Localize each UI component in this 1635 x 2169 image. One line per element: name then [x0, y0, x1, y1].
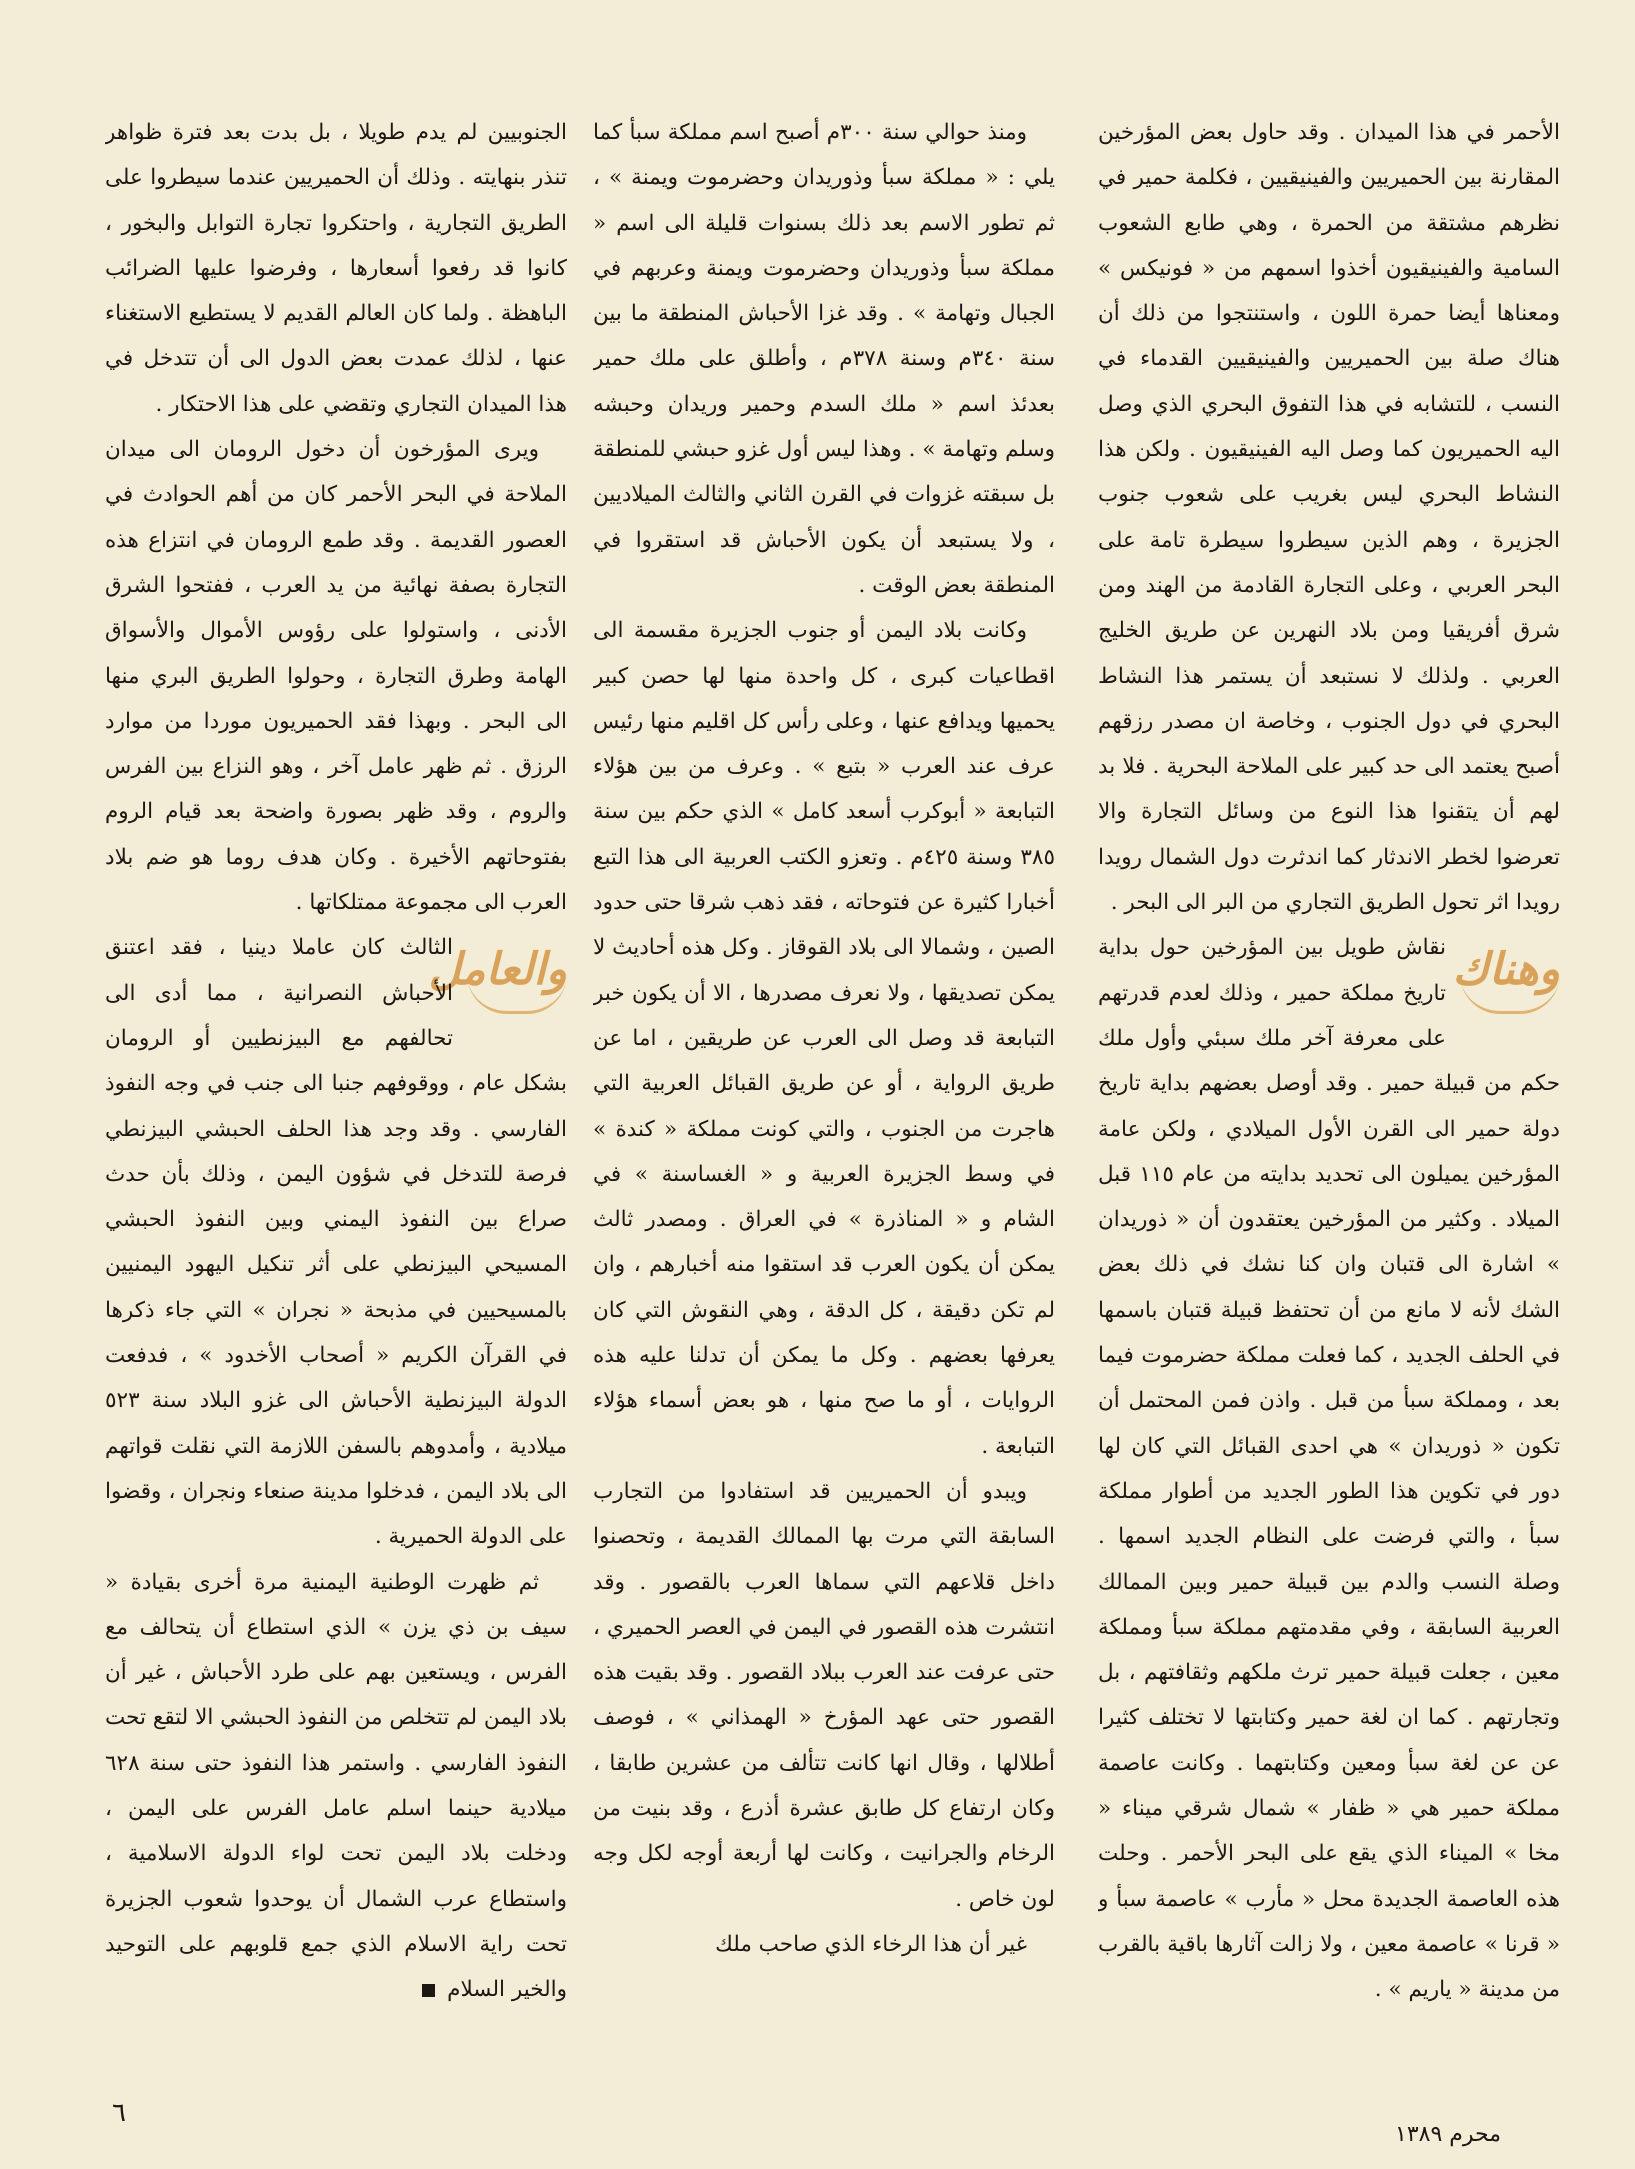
decorative-initial-word: والعامل	[467, 929, 567, 1014]
paragraph	[105, 1560, 567, 2013]
page-number: ٦	[112, 2098, 126, 2128]
paragraph	[105, 925, 567, 1559]
column-left	[105, 110, 567, 2070]
paragraph-text: ثم ظهرت الوطنية اليمنية مرة أخرى بقيادة « سيف بن ذي يزن » الذي استطاع أن يتحالف مع الفرس ، ويستعين بهم على طرد الأحباش ، غير أن بلاد اليمن لم تتخلص من النفوذ الحبشي الا لتقع تحت النفوذ الفارسي . واستمر هذا النفوذ حتى سنة ٦٢٨ ميلادية حينما اسلم عامل الفرس على اليمن ، ودخلت بلاد اليمن تحت لواء الدولة الاسلامية ، واستطاع عرب الشمال أن يوحدوا شعوب الجزيرة تحت راية الاسلام الذي جمع قلوبهم على التوحيد والخير السلام	[105, 1569, 567, 2003]
paragraph: وكانت بلاد اليمن أو جنوب الجزيرة مقسمة الى اقطاعيات كبرى ، كل واحدة منها لها حصن كبير يحميها ويدافع عنها ، وعلى رأس كل اقليم منها رئيس عرف عند العرب « بتبع » . وعرف من بين هؤلاء التبابعة « أبوكرب أسعد كامل » الذي حكم بين سنة ٣٨٥ وسنة ٤٢٥م . وتعزو الكتب العربية الى هذا التبع أخبارا كثيرة عن فتوحاته ، فقد ذهب شرقا حتى حدود الصين ، وشمالا الى بلاد القوقاز . وكل هذه أحاديث لا يمكن تصديقها ، ولا نعرف مصدرها ، الا أن يكون خبر التبابعة قد وصل الى العرب عن طريقين ، اما عن طريق الرواية ، أو عن طريق القبائل العربية التي هاجرت من الجنوب ، والتي كونت مملكة « كندة » في وسط الجزيرة العربية و « الغساسنة » في الشام و « المناذرة » في العراق . ومصدر ثالث يمكن أن يكون العرب قد استقوا منه أخبارهم ، وان لم تكن دقيقة ، كل الدقة ، وهي النقوش التي كان يعرفها بعضهم . وكل ما يمكن أن تدلنا عليه هذه الروايات ، أو ما صح منها ، هو بعض أسماء هؤلاء التبابعة .	[593, 618, 1055, 1459]
column-right	[1098, 110, 1560, 2070]
paragraph: غير أن هذا الرخاء الذي صاحب ملك	[715, 1931, 1027, 1957]
paragraph: ومنذ حوالي سنة ٣٠٠م أصبح اسم مملكة سبأ كما يلي : « مملكة سبأ وذوريدان وحضرموت ويمنة » ، ثم تطور الاسم بعد ذلك بسنوات قليلة الى اسم « مملكة سبأ وذوريدان وحضرموت ويمنة وعربهم في الجبال وتهامة » . وقد غزا الأحباش المنطقة ما بين سنة ٣٤٠م وسنة ٣٧٨م ، وأطلق على ملك حمير بعدئذ اسم « ملك السدم وحمير وريدان وحبشه وسلم وتهامة » . وهذا ليس أول غزو حبشي للمنطقة بل سبقته غزوات في القرن الثاني والثالث الميلاديين ، ولا يستبعد أن يكون الأحباش قد استقروا في المنطقة بعض الوقت .	[593, 120, 1055, 598]
paragraph-text: نقاش طويل بين المؤرخين حول بداية تاريخ مملكة حمير ، وذلك لعدم قدرتهم على معرفة آخر ملك سبئي وأول ملك حكم من قبيلة حمير . وقد أوصل بعضهم بداية تاريخ دولة حمير الى القرن الأول الميلادي ، ولكن عامة المؤرخين يميلون الى تحديد بدايته من عام ١١٥ قبل الميلاد . وكثير من المؤرخين يعتقدون أن « ذوريدان » اشارة الى قتبان وان كنا نشك في ذلك بعض الشك لأنه لا مانع من أن تحتفظ قبيلة قتبان باسمها في الحلف الجديد ، كما فعلت مملكة حضرموت فيما بعد ، ومملكة سبأ من قبل . واذن فمن المحتمل أن تكون « ذوريدان » هي احدى القبائل التي كان لها دور في تكوين هذا الطور الجديد من أطوار مملكة سبأ ، والتي فرضت على النظام الجديد اسمها . وصلة النسب والدم بين قبيلة حمير وبين الممالك العربية السابقة ، وفي مقدمتهم مملكة سبأ ومملكة معين ، جعلت قبيلة حمير ترث ملكهم وثقافتهم ، بل وتجارتهم . كما ان لغة حمير وكتابتها لا تختلف كثيرا عن عن لغة سبأ ومعين وكتابتهما . وكانت عاصمة مملكة حمير هي « ظفار » شمال شرقي ميناء « مخا » الميناء الذي يقع على البحر الأحمر . وحلت هذه العاصمة الجديدة محل « مأرب » عاصمة سبأ و « قرنا » عاصمة معين ، ولا زالت آثارها باقية بالقرب من مدينة « ياريم » .	[1098, 935, 1560, 2003]
paragraph	[1098, 925, 1560, 2012]
column-middle	[593, 110, 1055, 2070]
paragraph: الجنوبيين لم يدم طويلا ، بل بدت بعد فترة ظواهر تنذر بنهايته . وذلك أن الحميريين عندما سيطروا على الطريق التجارية ، واحتكروا تجارة التوابل والبخور ، كانوا قد رفعوا أسعارها ، وفرضوا عليها الضرائب الباهظة . ولما كان العالم القديم لا يستطيع الاستغناء عنها ، لذلك عمدت بعض الدول الى أن تتدخل في هذا الميدان التجاري وتقضي على هذا الاحتكار .	[105, 120, 567, 417]
decorative-initial-word: وهناك	[1460, 929, 1560, 1014]
paragraph: ويرى المؤرخون أن دخول الرومان الى ميدان الملاحة في البحر الأحمر كان من أهم الحوادث في العصور القديمة . وقد طمع الرومان في انتزاع هذه التجارة بصفة نهائية من يد العرب ، ففتحوا الشرق الأدنى ، واستولوا على رؤوس الأموال والأسواق الهامة وطرق التجارة ، وحولوا الطريق البري منها الى البحر . وبهذا فقد الحميريون موردا من موارد الرزق . ثم ظهر عامل آخر ، وهو النزاع بين الفرس والروم ، وقد ظهر بصورة واضحة بعد قيام الروم بفتوحاتهم الأخيرة . وكان هدف روما هو ضم بلاد العرب الى مجموعة ممتلكاتها .	[105, 437, 567, 916]
issue-date: محرم ١٣٨٩	[1395, 2122, 1502, 2147]
paragraph-text: الثالث كان عاملا دينيا ، فقد اعتنق الأحباش النصرانية ، مما أدى الى تحالفهم مع البيزنطيين أو الرومان بشكل عام ، ووقوفهم جنبا الى جنب في وجه النفوذ الفارسي . وقد وجد هذا الحلف الحبشي البيزنطي فرصة للتدخل في شؤون اليمن ، وذلك بأن حدث صراع بين النفوذ اليمني وبين النفوذ الحبشي المسيحي البيزنطي على أثر تنكيل اليهود اليمنيين بالمسيحيين في مذبحة « نجران » التي جاء ذكرها في القرآن الكريم « أصحاب الأخدود » ، فدفعت الدولة البيزنطية الأحباش الى غزو البلاد سنة ٥٢٣ ميلادية ، وأمدوهم بالسفن اللازمة التي نقلت قواتهم الى بلاد اليمن ، فدخلوا مدينة صنعاء ونجران ، وقضوا على الدولة الحميرية .	[105, 935, 567, 1550]
paragraph: ويبدو أن الحميريين قد استفادوا من التجارب السابقة التي مرت بها الممالك القديمة ، وتحصنوا داخل قلاعهم التي سماها العرب بالقصور . وقد انتشرت هذه القصور في اليمن في العصر الحميري ، حتى عرفت عند العرب ببلاد القصور . وقد بقيت هذه القصور حتى عهد المؤرخ « الهمذاني » ، فوصف أطلالها ، وقال انها كانت تتألف من عشرين طابقا ، وكان ارتفاع كل طابق عشرة أذرع ، وقد بنيت من الرخام والجرانيت ، وكانت لها أربعة أوجه لكل وجه لون خاص .	[593, 1478, 1055, 1912]
paragraph: الأحمر في هذا الميدان . وقد حاول بعض المؤرخين المقارنة بين الحميريين والفينيقيين ، فكلمة حمير في نظرهم مشتقة من الحمرة ، وهي طابع الشعوب السامية والفينيقيون أخذوا اسمهم من « فونيكس » ومعناها أيضا حمرة اللون ، واستنتجوا من ذلك أن هناك صلة بين الحميريين والفينيقيين القدماء في النسب ، للتشابه في هذا التفوق البحري الذي وصل اليه الحميريون كما وصل اليه الفينيقيون . ولكن هذا النشاط البحري ليس بغريب على شعوب جنوب الجزيرة ، وهم الذين سيطروا سيطرة تامة على البحر العربي ، وعلى التجارة القادمة من الهند ومن شرق أفريقيا ومن بلاد النهرين عن طريق الخليج العربي . ولذلك لا نستبعد أن يستمر هذا النشاط البحري في دول الجنوب ، وخاصة ان مصدر رزقهم أصبح يعتمد الى حد كبير على الملاحة البحرية . فلا بد لهم أن يتقنوا هذا النوع من وسائل التجارة والا تعرضوا لخطر الاندثار كما اندثرت دول الشمال رويدا رويدا اثر تحول الطريق التجاري من البر الى البحر .	[1098, 120, 1560, 916]
end-of-article-square-icon	[422, 1984, 435, 1997]
